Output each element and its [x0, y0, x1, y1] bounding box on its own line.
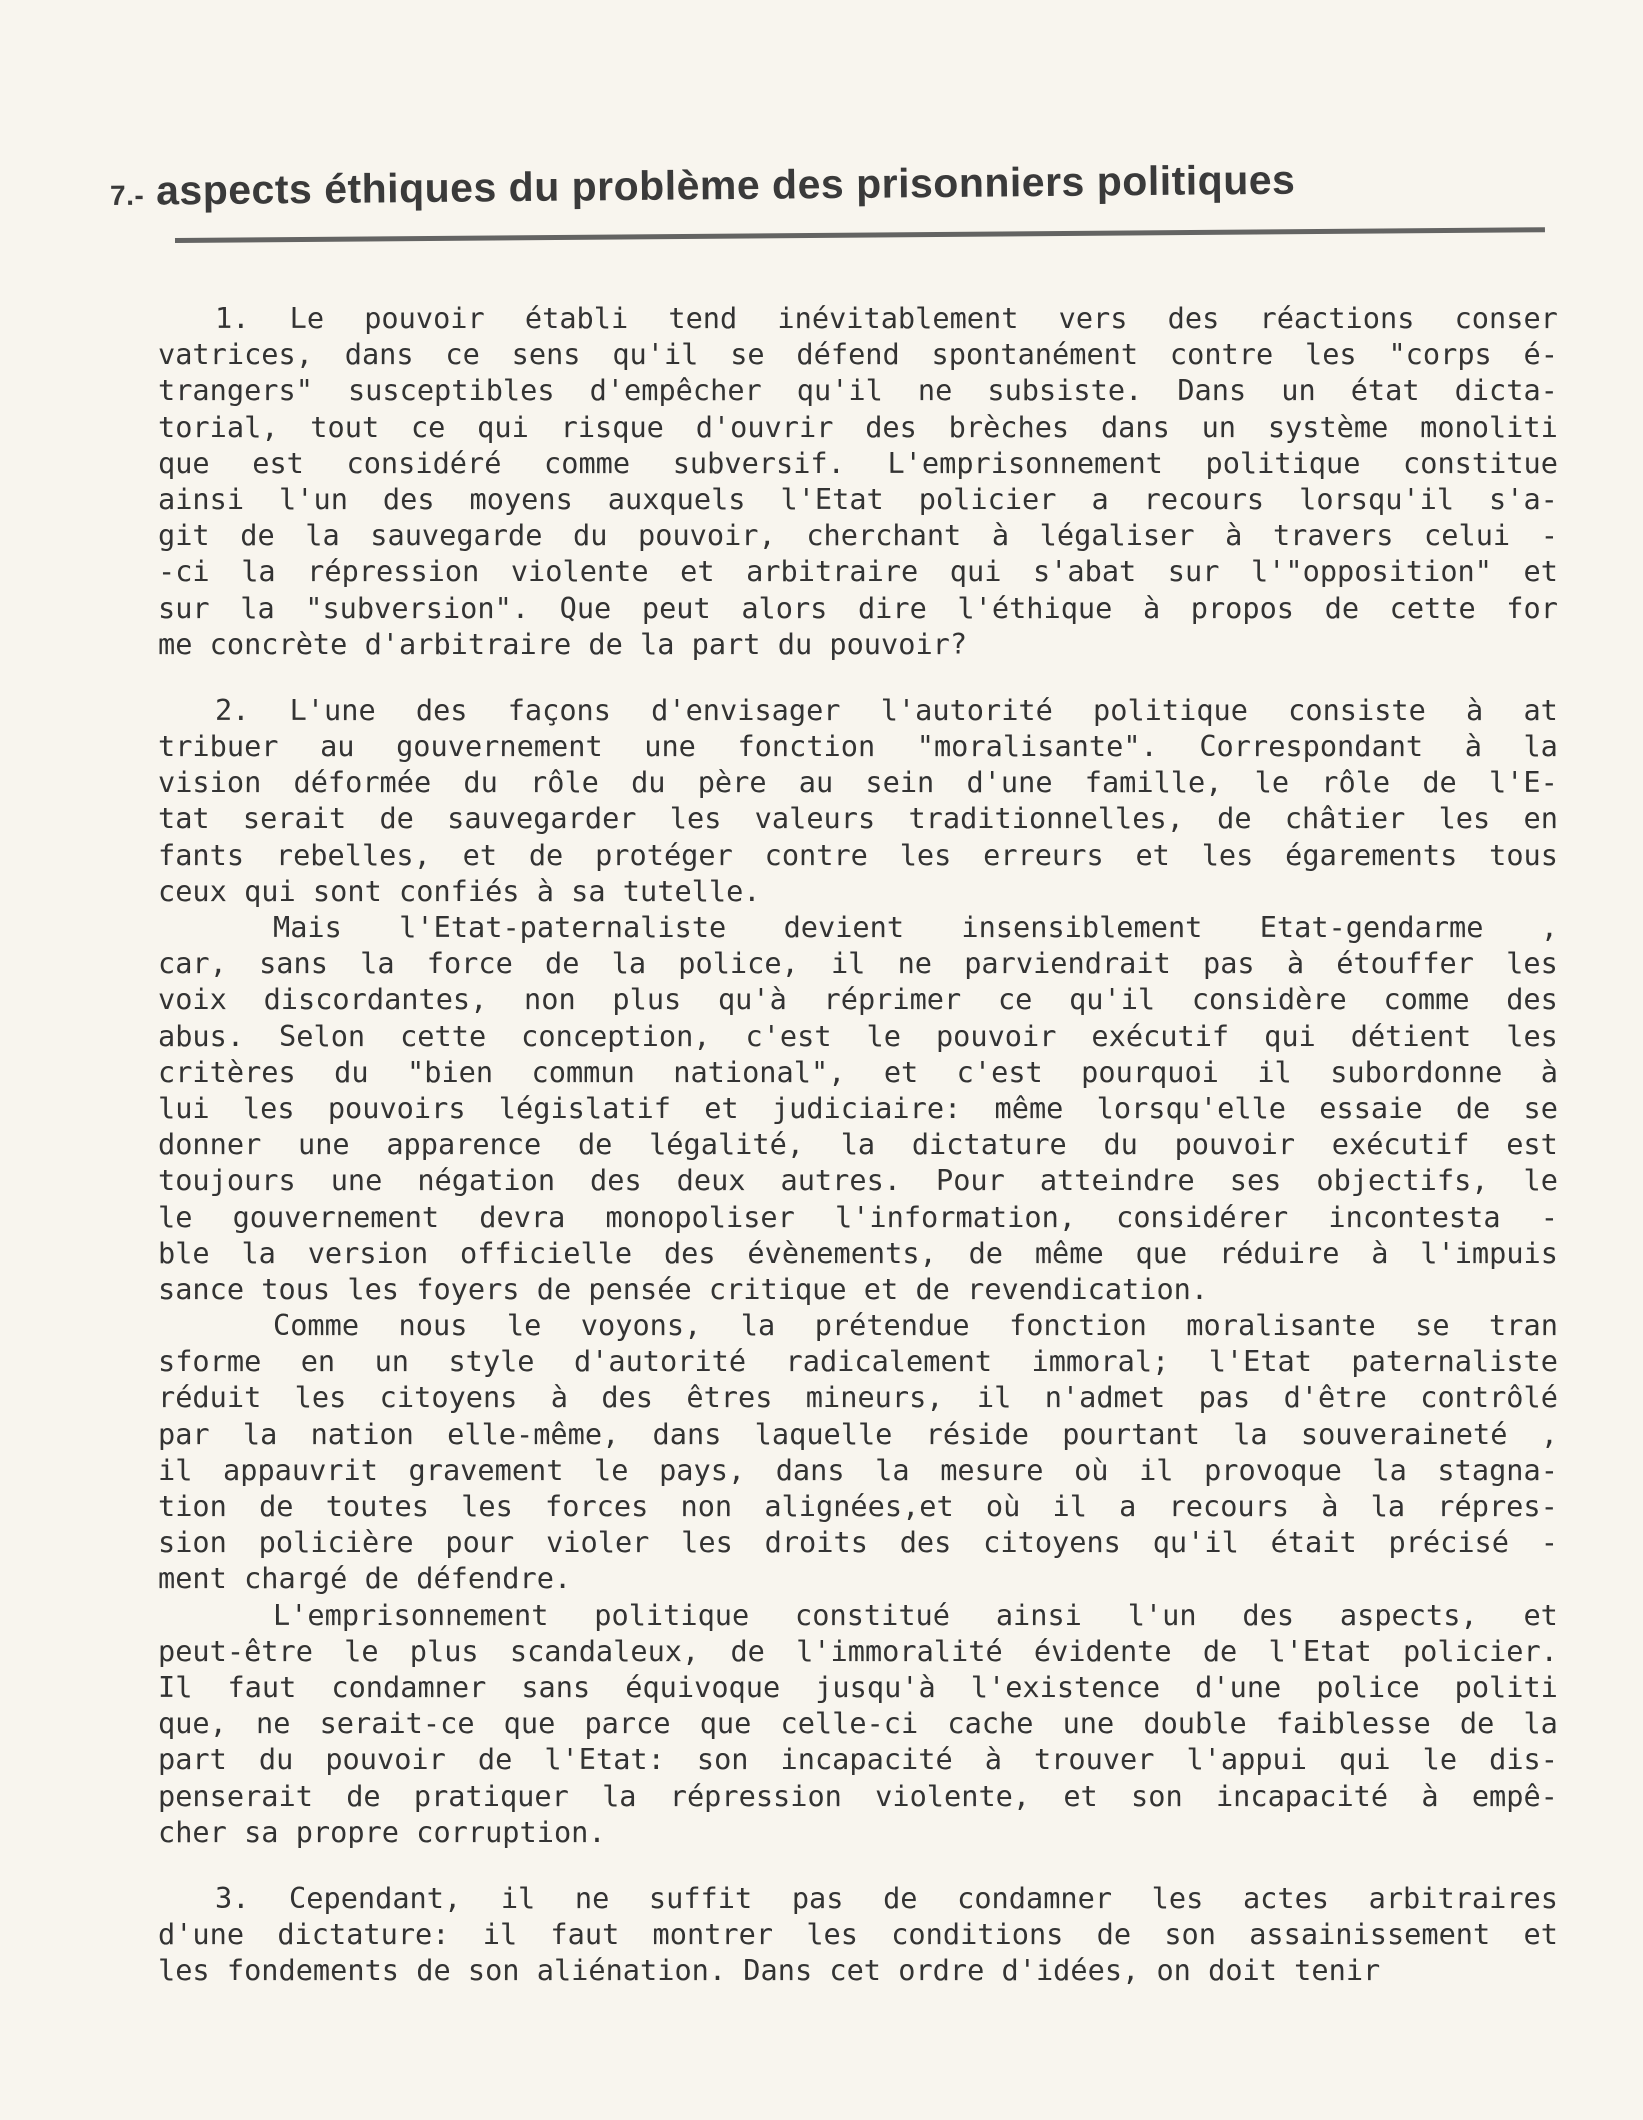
text-line: L'emprisonnement politique constitué ainsi l'un des aspects, et [273, 1597, 1558, 1632]
text-line: car, sans la force de la police, il ne parviendrait pas à étouffer les [158, 946, 1558, 981]
text-line: le gouvernement devra monopoliser l'information, considérer incontesta - [158, 1199, 1558, 1234]
text-line: 2. L'une des façons d'envisager l'autorité politique consiste à at [215, 692, 1558, 727]
paragraph-gap [158, 1850, 1558, 1880]
text-line: sforme en un style d'autorité radicalement immoral; l'Etat paternaliste [158, 1344, 1558, 1379]
text-line: -ci la répression violente et arbitraire qui s'abat sur l'"opposition" et [158, 554, 1558, 589]
text-line: part du pouvoir de l'Etat: son incapacité à trouver l'appui qui le dis- [158, 1742, 1558, 1777]
paragraph [158, 909, 1558, 1307]
text-line: penserait de pratiquer la répression violente, et son incapacité à empê- [158, 1778, 1558, 1813]
text-line: tribuer au gouvernement une fonction "moralisante". Correspondant à la [158, 729, 1558, 764]
text-line: trangers" susceptibles d'empêcher qu'il ne subsiste. Dans un état dicta- [158, 373, 1558, 408]
text-line: réduit les citoyens à des êtres mineurs, il n'admet pas d'être contrôlé [158, 1380, 1558, 1415]
title-underline [175, 227, 1545, 243]
text-line: sion policière pour violer les droits des citoyens qu'il était précisé - [158, 1525, 1558, 1560]
text-line: tat serait de sauvegarder les valeurs traditionnelles, de châtier les en [158, 801, 1558, 836]
document-body [158, 300, 1558, 1988]
text-line: que, ne serait-ce que parce que celle-ci cache une double faiblesse de la [158, 1706, 1558, 1741]
text-line: les fondements de son aliénation. Dans cet ordre d'idées, on doit tenir [158, 1953, 1381, 1988]
text-line: par la nation elle-même, dans laquelle réside pourtant la souveraineté , [158, 1416, 1558, 1451]
text-line: critères du "bien commun national", et c'est pourquoi il subordonne à [158, 1054, 1558, 1089]
text-line: Mais l'Etat-paternaliste devient insensiblement Etat-gendarme , [273, 910, 1558, 944]
text-line: 1. Le pouvoir établi tend inévitablement vers des réactions conser [215, 301, 1558, 335]
text-line: torial, tout ce qui risque d'ouvrir des brèches dans un système monoliti [158, 409, 1558, 444]
text-line: fants rebelles, et de protéger contre les erreurs et les égarements tous [158, 837, 1558, 872]
text-line: voix discordantes, non plus qu'à réprimer ce qu'il considère comme des [158, 982, 1558, 1017]
text-line: cher sa propre corruption. [158, 1814, 606, 1849]
text-line: ble la version officielle des évènements, de même que réduire à l'impuis [158, 1235, 1558, 1270]
text-line: sur la "subversion". Que peut alors dire l'éthique à propos de cette for [158, 590, 1558, 625]
section-number: 7.- [109, 179, 145, 211]
paragraph [158, 300, 1558, 662]
paragraph [158, 1880, 1558, 1989]
text-line: me concrète d'arbitraire de la part du pouvoir? [158, 626, 968, 661]
text-line: que est considéré comme subversif. L'emprisonnement politique constitue [158, 445, 1558, 480]
text-line: Il faut condamner sans équivoque jusqu'à l'existence d'une police politi [158, 1669, 1558, 1704]
text-line: peut-être le plus scandaleux, de l'immoralité évidente de l'Etat policier. [158, 1633, 1558, 1668]
page-title [110, 154, 1560, 215]
paragraph [158, 692, 1558, 909]
text-line: ment chargé de défendre. [158, 1561, 572, 1596]
paragraph [158, 1597, 1558, 1850]
text-line: vatrices, dans ce sens qu'il se défend spontanément contre les "corps é- [158, 337, 1558, 372]
text-line: git de la sauvegarde du pouvoir, cherchant à légaliser à travers celui - [158, 518, 1558, 553]
text-line: d'une dictature: il faut montrer les conditions de son assainissement et [158, 1917, 1558, 1952]
text-line: ceux qui sont confiés à sa tutelle. [158, 873, 761, 908]
text-line: donner une apparence de légalité, la dictature du pouvoir exécutif est [158, 1127, 1558, 1162]
text-line: ainsi l'un des moyens auxquels l'Etat policier a recours lorsqu'il s'a- [158, 481, 1558, 516]
text-line: 3. Cependant, il ne suffit pas de condamner les actes arbitraires [215, 1880, 1558, 1915]
paragraph [158, 1307, 1558, 1597]
text-line: vision déformée du rôle du père au sein d'une famille, le rôle de l'E- [158, 765, 1558, 800]
paragraph-gap [158, 662, 1558, 692]
section-title: aspects éthiques du problème des prisonniers politiques [155, 156, 1296, 214]
text-line: il appauvrit gravement le pays, dans la mesure où il provoque la stagna- [158, 1452, 1558, 1487]
text-line: sance tous les foyers de pensée critique et de revendication. [158, 1271, 1209, 1306]
text-line: toujours une négation des deux autres. Pour atteindre ses objectifs, le [158, 1163, 1558, 1198]
text-line: tion de toutes les forces non alignées,et où il a recours à la répres- [158, 1489, 1558, 1523]
text-line: abus. Selon cette conception, c'est le pouvoir exécutif qui détient les [158, 1018, 1558, 1053]
text-line: Comme nous le voyons, la prétendue fonction moralisante se tran [273, 1308, 1558, 1343]
text-line: lui les pouvoirs législatif et judiciaire: même lorsqu'elle essaie de se [158, 1090, 1558, 1125]
